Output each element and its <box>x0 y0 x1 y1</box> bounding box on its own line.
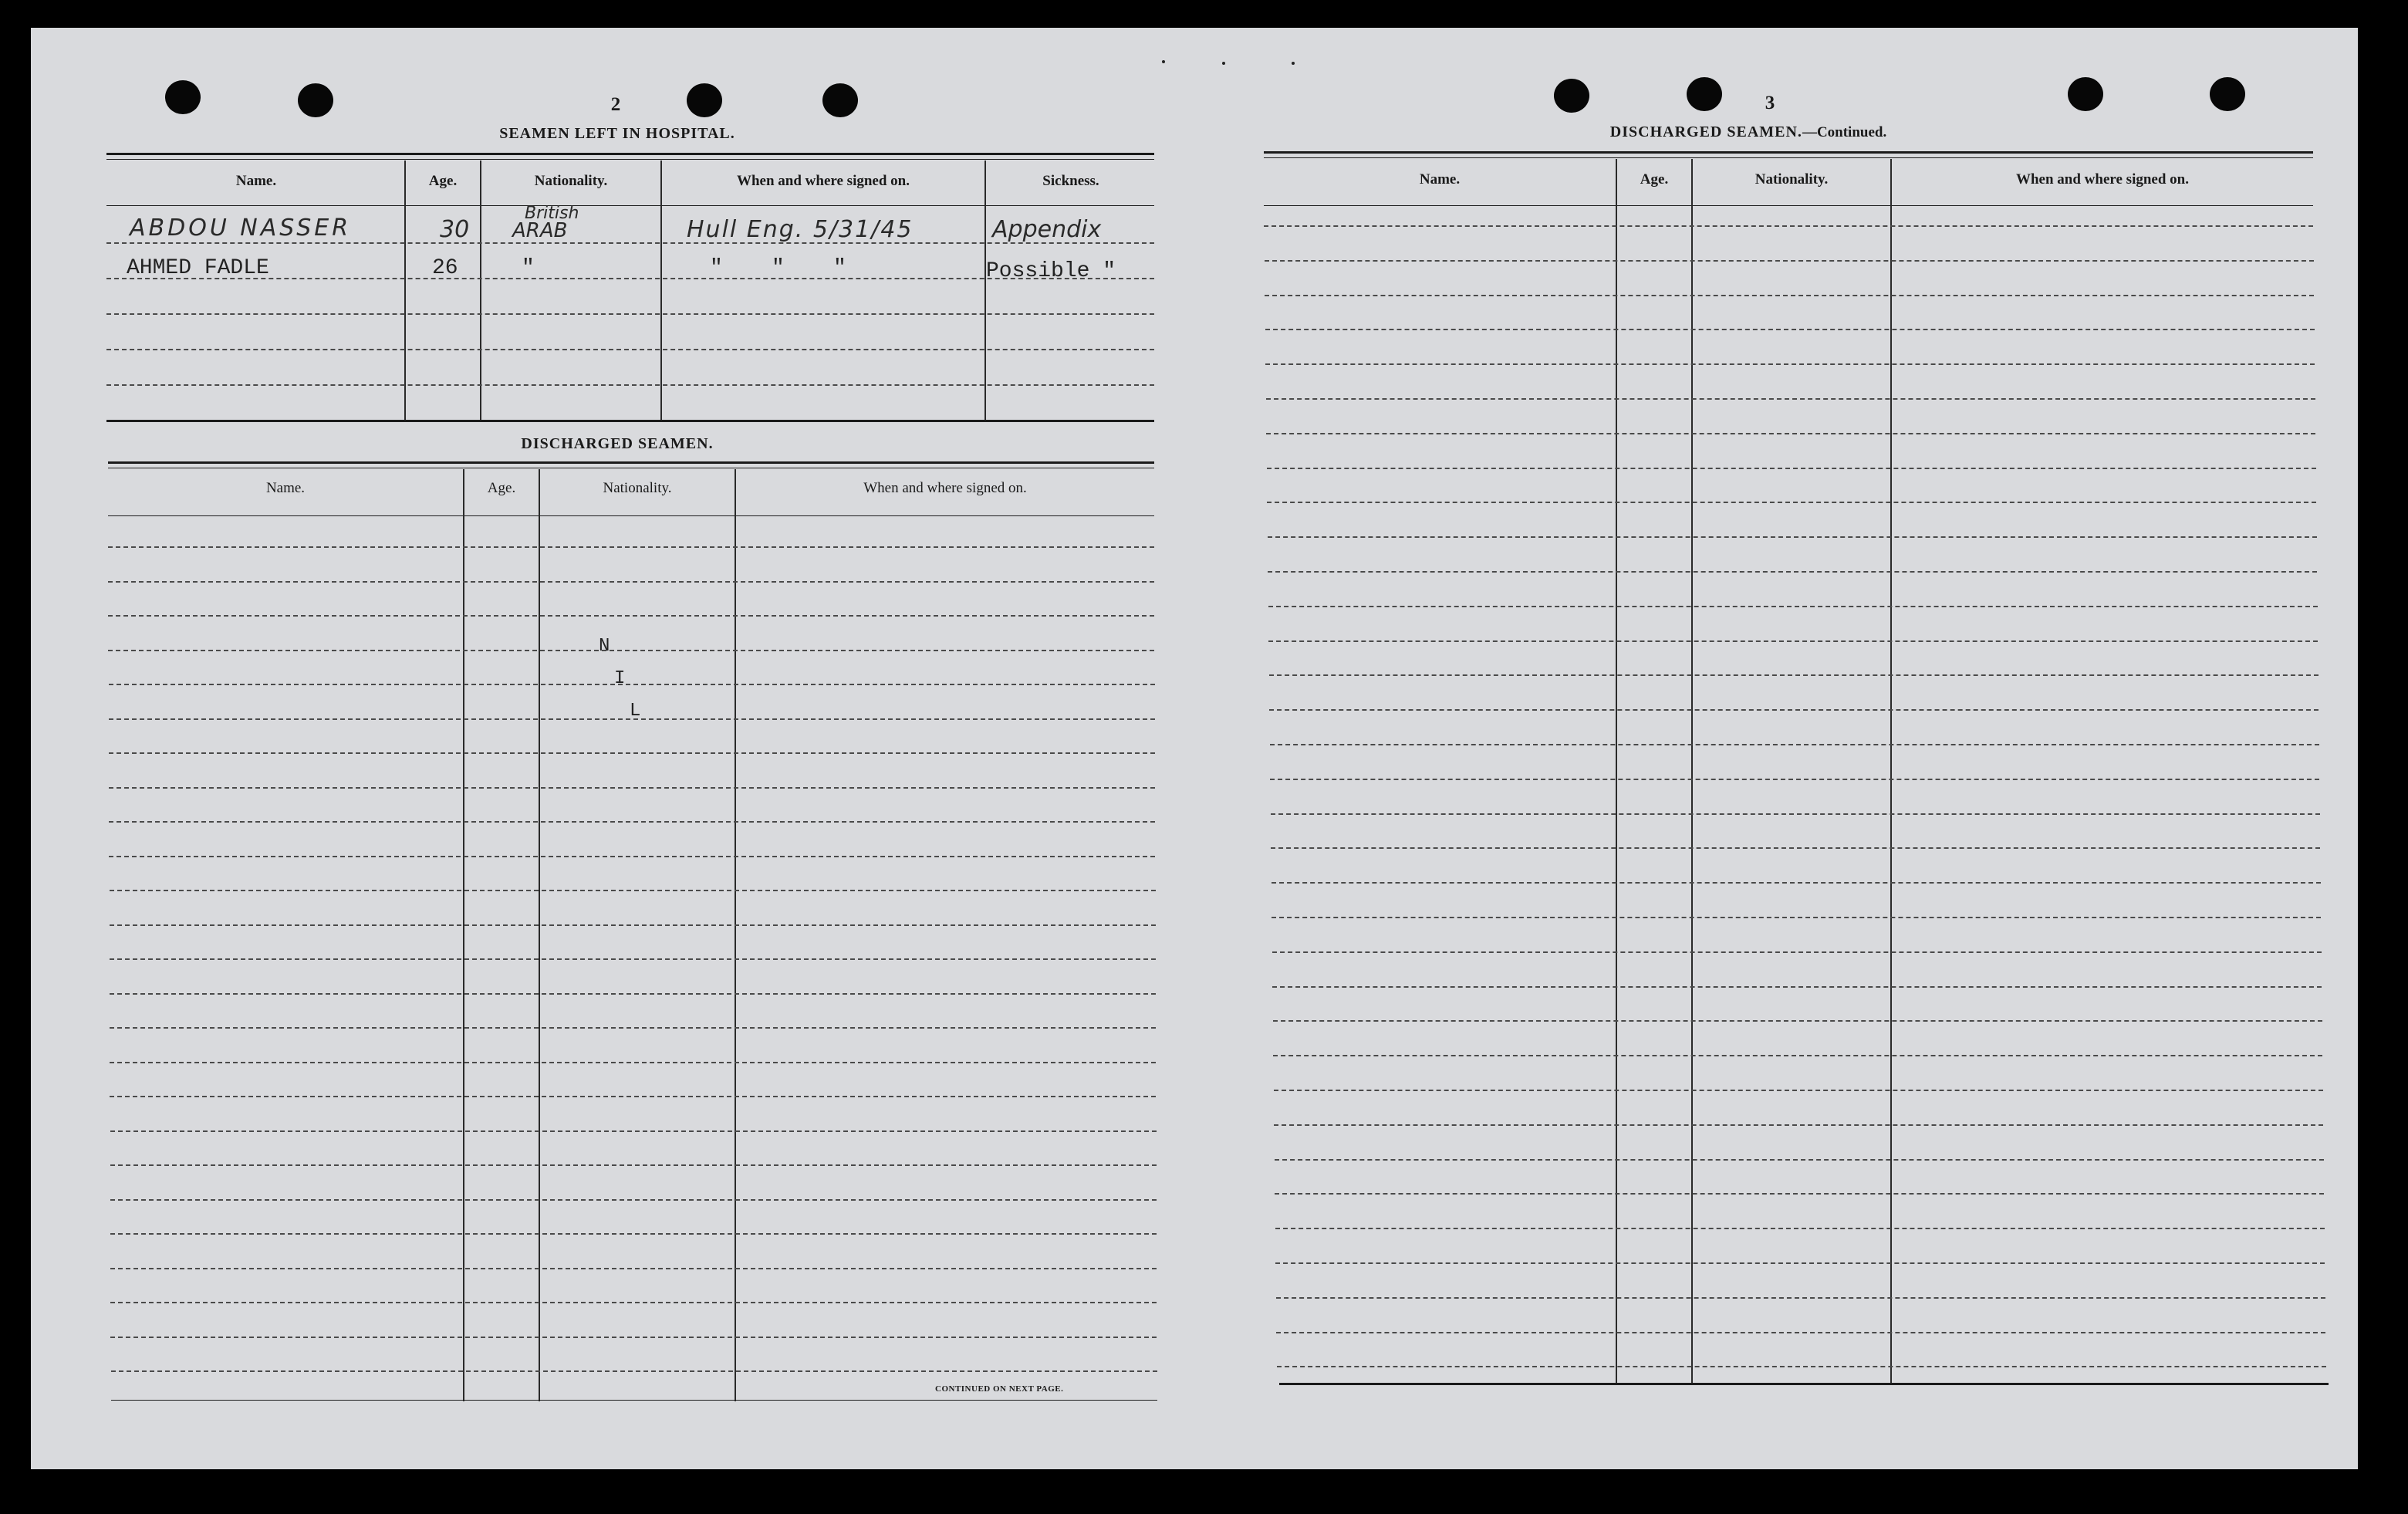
hospital-row2-age: 26 <box>432 256 458 280</box>
right-col-age: Age. <box>1640 171 1669 188</box>
punch-hole <box>687 83 722 117</box>
ruled-line <box>1275 1262 2325 1264</box>
hospital-row1-sickness: Appendix <box>992 216 1102 243</box>
right-section-title-suffix: —Continued. <box>1802 124 1887 140</box>
ruled-line <box>1275 1193 2324 1195</box>
page-number-right: 3 <box>1765 93 1775 113</box>
ruled-line <box>108 650 1154 651</box>
ruled-line <box>1266 433 2315 434</box>
right-col-name: Name. <box>1419 171 1461 188</box>
ruled-line <box>1271 847 2320 849</box>
right-section-title <box>1579 123 1918 141</box>
ruled-line <box>1266 398 2315 400</box>
ruled-line <box>1272 917 2321 918</box>
hospital-row1-age: 30 <box>440 216 470 243</box>
discharged-section-title: DISCHARGED SEAMEN. <box>521 435 714 452</box>
ruled-line <box>1272 986 2322 988</box>
document-sheet <box>31 28 2358 1469</box>
ruled-line <box>110 890 1156 891</box>
hospital-row1-nationality-note: British <box>525 204 579 223</box>
ruled-line <box>1267 468 2316 469</box>
discharged-col-nationality: Nationality. <box>603 480 672 496</box>
ruled-line <box>1268 606 2318 607</box>
punch-hole <box>2210 77 2245 111</box>
nil-letter-l: L <box>630 701 641 722</box>
punch-hole <box>298 83 333 117</box>
ruled-line <box>1268 571 2317 573</box>
ruled-line <box>1268 536 2317 538</box>
ruled-line <box>1270 779 2319 780</box>
ruled-line <box>1264 225 2313 227</box>
ruled-line <box>1269 709 2319 711</box>
ruled-line <box>1268 640 2318 642</box>
ruled-line <box>109 752 1155 754</box>
page-number-left: 2 <box>610 94 621 115</box>
ruled-line <box>109 684 1155 685</box>
ruled-line <box>110 1130 1157 1132</box>
ruled-line <box>110 1062 1156 1063</box>
ruled-line <box>110 1233 1157 1235</box>
ruled-line <box>110 924 1156 926</box>
punch-hole <box>822 83 858 117</box>
ruled-line <box>1265 329 2315 330</box>
hospital-row2-nationality: " <box>522 256 535 280</box>
discharged-col-signed-on: When and where signed on. <box>863 480 1027 496</box>
hospital-col-age: Age. <box>428 173 458 189</box>
hospital-row1-signed-on: Hull Eng. 5/31/45 <box>687 216 914 243</box>
ruled-line <box>110 1164 1157 1166</box>
hospital-section-title: SEAMEN LEFT IN HOSPITAL. <box>499 125 735 142</box>
ruled-line <box>110 1302 1157 1303</box>
ruled-line <box>1276 1332 2325 1333</box>
hospital-col-sickness: Sickness. <box>1042 173 1099 189</box>
ruled-line <box>110 993 1156 995</box>
ruled-line <box>1269 674 2319 676</box>
ruled-line <box>110 1199 1157 1201</box>
right-col-signed-on: When and where signed on. <box>2015 171 2189 188</box>
punch-hole <box>165 80 201 114</box>
ruled-line <box>109 821 1155 823</box>
hospital-col-name: Name. <box>235 173 277 189</box>
ruled-line <box>1273 1055 2322 1056</box>
speck <box>1292 62 1295 65</box>
ruled-line <box>1276 1297 2325 1299</box>
hospital-row2-sickness: Possible " <box>986 259 1116 283</box>
ruled-line <box>110 1096 1156 1097</box>
ruled-line <box>111 1370 1157 1372</box>
ruled-line <box>1274 1090 2323 1091</box>
ruled-line <box>1275 1159 2324 1161</box>
hospital-row1-name: ABDOU NASSER <box>130 215 352 242</box>
hospital-row2-name: AHMED FADLE <box>127 256 269 280</box>
nil-letter-n: N <box>599 636 610 657</box>
hospital-col-signed-on: When and where signed on. <box>736 173 910 189</box>
hospital-col-nationality: Nationality. <box>534 173 608 189</box>
ruled-line <box>1272 882 2321 884</box>
ruled-line <box>1273 1020 2322 1022</box>
ruled-line <box>110 958 1156 960</box>
ruled-line <box>1265 295 2314 296</box>
ruled-line <box>108 546 1154 548</box>
ruled-line <box>1274 1124 2323 1126</box>
right-section-title-main: DISCHARGED SEAMEN. <box>1609 123 1802 140</box>
ruled-line <box>1265 363 2315 365</box>
discharged-col-name: Name. <box>265 480 306 496</box>
right-col-nationality: Nationality. <box>1754 171 1829 188</box>
ruled-line <box>1271 813 2320 815</box>
punch-hole <box>1687 77 1722 111</box>
ruled-line <box>110 1337 1157 1338</box>
nil-letter-i: I <box>614 668 626 689</box>
ruled-line <box>1267 502 2316 503</box>
ruled-line <box>1277 1366 2326 1367</box>
speck <box>1222 62 1225 65</box>
ruled-line <box>109 787 1155 789</box>
punch-hole <box>2068 77 2103 111</box>
ruled-line <box>1270 744 2319 745</box>
ruled-line <box>1275 1228 2325 1229</box>
continued-note: CONTINUED ON NEXT PAGE. <box>935 1384 1064 1394</box>
ruled-line <box>1272 951 2322 953</box>
ruled-line <box>1265 260 2314 262</box>
discharged-col-age: Age. <box>487 480 516 496</box>
punch-hole <box>1554 79 1589 113</box>
ruled-line <box>108 581 1154 583</box>
hospital-row2-signed-on-ditto: " <box>710 256 723 280</box>
ruled-line <box>110 1027 1156 1029</box>
speck <box>1162 60 1165 63</box>
ruled-line <box>109 856 1155 857</box>
ruled-line <box>108 615 1154 617</box>
ruled-line <box>110 1268 1157 1269</box>
hospital-row2-signed-on-ditto: " <box>772 256 785 280</box>
hospital-row1-nationality: ARAB <box>512 219 568 242</box>
hospital-row2-signed-on-ditto: " <box>833 256 846 280</box>
